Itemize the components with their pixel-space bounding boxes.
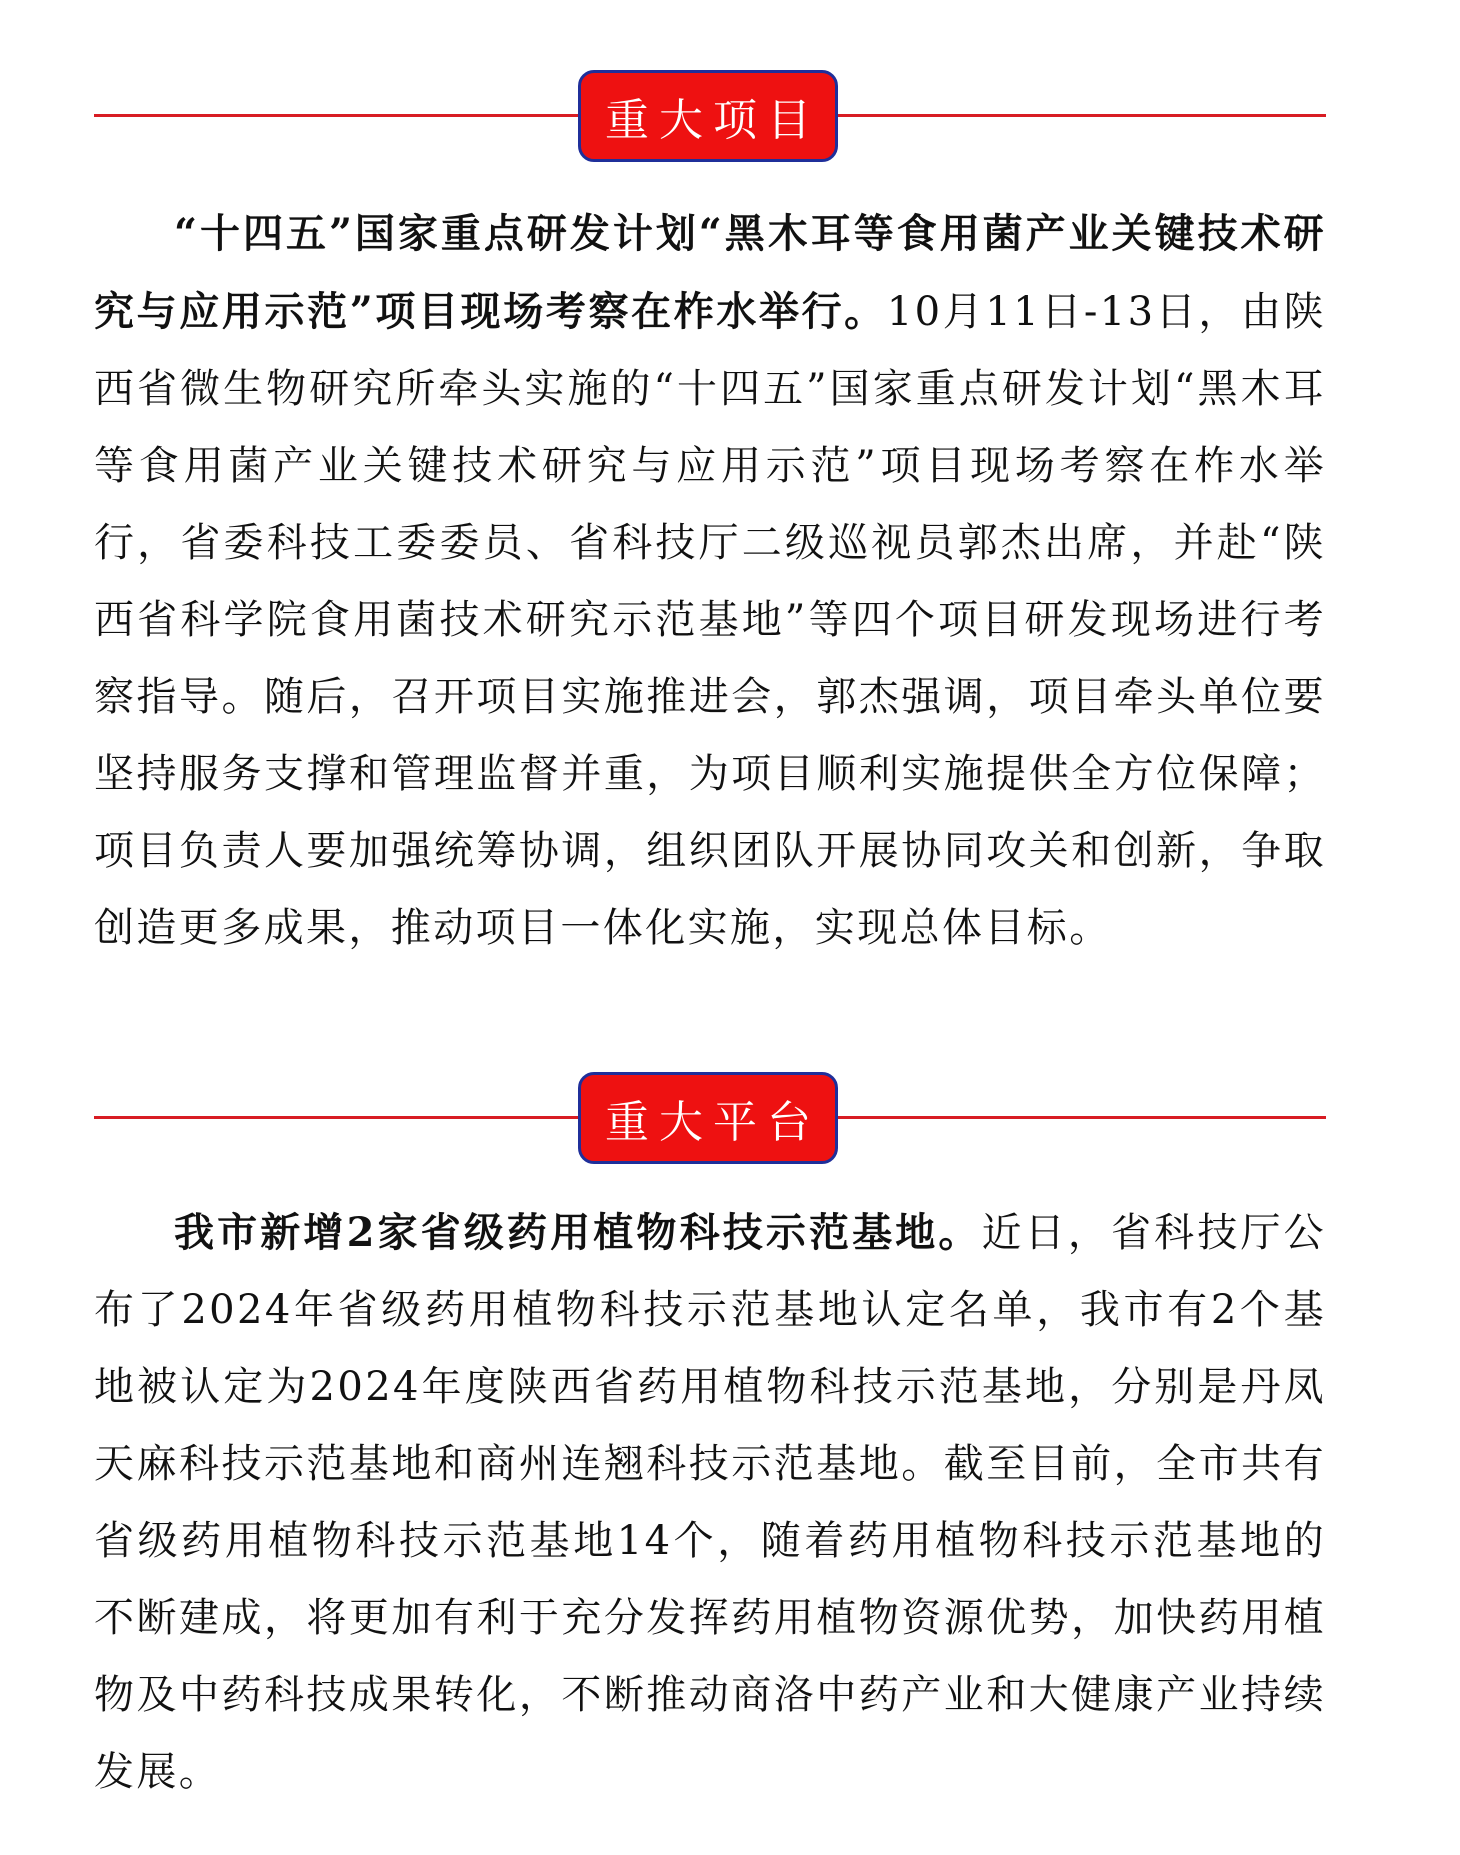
article-paragraph-project xyxy=(94,195,1326,967)
article-paragraph-platform xyxy=(94,1194,1326,1811)
paragraph-headline: “十四五”国家重点研发计划“黑木耳等食用菌产业关键技术研究与应用示范”项目现场考察在柞水举行。 xyxy=(94,210,1326,335)
paragraph-body: 近日，省科技厅公布了2024年省级药用植物科技示范基地认定名单，我市有2个基地被认定为2024年度陕西省药用植物科技示范基地，分别是丹凤天麻科技示范基地和商州连翘科技示范基地。截至目前，全市共有省级药用植物科技示范基地14个，随着药用植物科技示范基地的不断建成，将更加有利于充分发挥药用植物资源优势，加快药用植物及中药科技成果转化，不断推动商洛中药产业和大健康产业持续发展。 xyxy=(94,1210,1327,1795)
paragraph-headline: 我市新增2家省级药用植物科技示范基地。 xyxy=(174,1209,982,1256)
section-header-major-projects xyxy=(94,70,1326,162)
section-title-badge: 重大项目 xyxy=(578,70,838,162)
section-header-major-platforms xyxy=(94,1072,1326,1164)
section-title-badge: 重大平台 xyxy=(578,1072,838,1164)
paragraph-body: 10月11日-13日，由陕西省微生物研究所牵头实施的“十四五”国家重点研发计划“黑木耳等食用菌产业关键技术研究与应用示范”项目现场考察在柞水举行，省委科技工委委员、省科技厅二级巡视员郭杰出席，并赴“陕西省科学院食用菌技术研究示范基地”等四个项目研发现场进行考察指导。随后，召开项目实施推进会，郭杰强调，项目牵头单位要坚持服务支撑和管理监督并重，为项目顺利实施提供全方位保障；项目负责人要加强统筹协调，组织团队开展协同攻关和创新，争取创造更多成果，推动项目一体化实施，实现总体目标。 xyxy=(94,289,1326,951)
